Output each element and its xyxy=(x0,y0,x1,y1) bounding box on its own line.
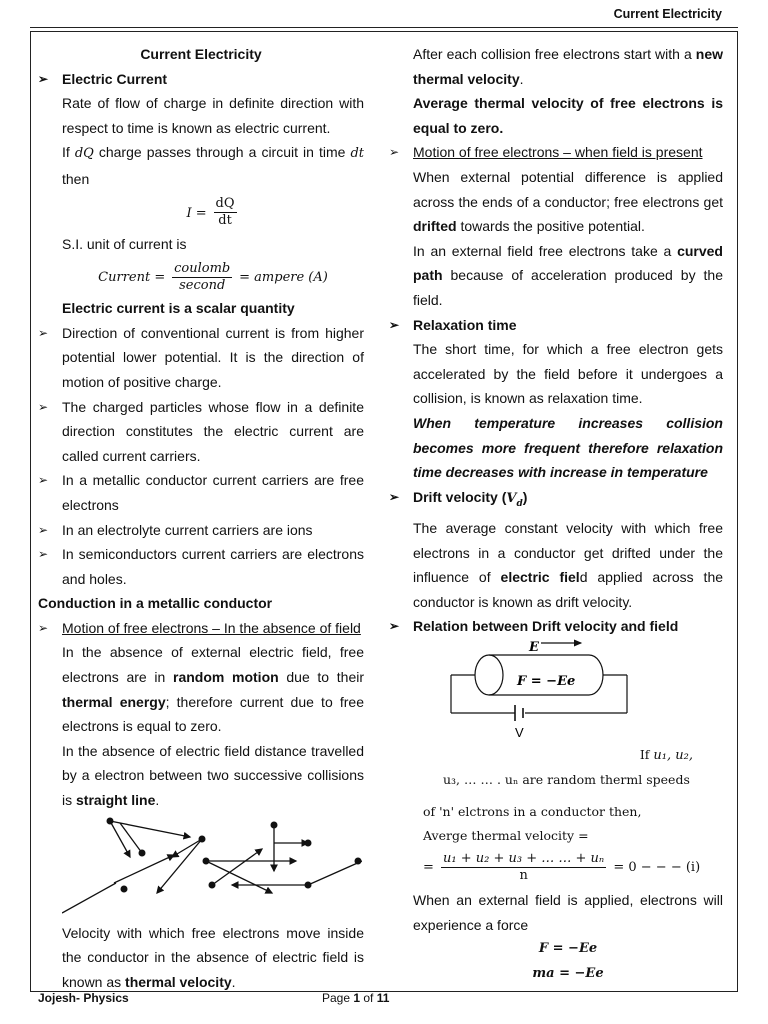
para-if-dq xyxy=(38,140,364,191)
para-si-unit: S.I. unit of current is xyxy=(62,235,187,252)
bullet-carriers: ➢ The charged particles whose flow in a definite direction constitutes the electric current are called current carriers. xyxy=(38,395,364,469)
page-current: 1 xyxy=(353,991,361,1005)
spacer xyxy=(389,792,723,800)
eq-current: Current = xyxy=(98,270,166,286)
page-total: 11 xyxy=(376,991,390,1005)
collision-point xyxy=(305,881,312,888)
text-bold: thermal velocity xyxy=(125,973,232,990)
figure-conductor xyxy=(389,639,723,743)
fraction-dq-dt xyxy=(214,196,237,229)
label-V: V xyxy=(515,725,524,741)
para-drift xyxy=(389,516,723,614)
label-E: E xyxy=(529,640,539,656)
heading-relation: ➢ Relation between Drift velocity and field xyxy=(389,614,723,639)
para-when-applied: When an external field is applied, electrons will experience a force xyxy=(413,892,723,933)
math-dt: dt xyxy=(350,146,365,162)
collision-point xyxy=(305,839,312,846)
left-column xyxy=(38,42,364,994)
path-segment xyxy=(172,839,202,857)
fraction-velocity-sum xyxy=(441,851,606,884)
text: In the absence of external electric field, free electrons are in xyxy=(62,644,364,686)
text: If xyxy=(639,747,650,763)
fraction-denominator: second xyxy=(179,277,226,293)
fraction-denominator: dt xyxy=(218,213,232,229)
text-bold: electric fiel xyxy=(500,569,580,586)
para-avg-thermal: Averge thermal velocity = xyxy=(423,828,589,844)
text-bold: new thermal velocity xyxy=(413,46,724,87)
text: towards the positive potential. xyxy=(460,218,645,235)
footer-page-number xyxy=(322,991,389,1005)
math-v: V xyxy=(506,490,517,506)
para-short-time: The short time, for which a free electron gets accelerated by the field before it undergoes a collision, is known as relaxation time. xyxy=(413,341,723,407)
text: charge passes through a circuit in time xyxy=(98,144,346,161)
heading-drift xyxy=(389,485,723,516)
text-bold: curved path xyxy=(413,242,723,284)
page-title: Current Electricity xyxy=(140,46,262,62)
path-segment xyxy=(62,883,116,913)
text: d applied across the conductor is known as drift velocity. xyxy=(413,569,724,610)
para-if-speeds xyxy=(389,743,723,768)
fraction-numerator: coulomb xyxy=(174,260,231,276)
text-bold: thermal energy xyxy=(62,693,166,710)
math-sub-d: d xyxy=(516,498,523,509)
para-after-collision xyxy=(389,42,723,91)
collision-point xyxy=(107,817,114,824)
path-segment xyxy=(157,839,202,893)
eq-I: I = xyxy=(186,205,207,221)
footer-author: Jojesh- Physics xyxy=(38,991,129,1005)
math-dq: dQ xyxy=(74,146,94,162)
conductor-circuit-diagram xyxy=(389,639,723,743)
collision-point xyxy=(121,885,128,892)
para-average-zero: Average thermal velocity of free electrons is equal to zero. xyxy=(413,95,723,136)
heading-conduction: Conduction in a metallic conductor xyxy=(38,595,273,612)
eq-lhs: = xyxy=(423,860,434,876)
bullet-electrolyte: ➢ In an electrolyte current carriers are ions xyxy=(38,518,364,543)
text: because of acceleration produced by the field. xyxy=(413,267,723,308)
fraction-denominator: n xyxy=(519,868,528,884)
path-segment xyxy=(114,855,174,883)
figure-random-motion xyxy=(38,813,364,921)
bullet-direction: ➢ Direction of conventional current is from higher potential lower potential. It is the direction of motion of positive charge. xyxy=(38,321,364,395)
header-divider xyxy=(30,27,738,28)
path-segment xyxy=(110,821,190,837)
text: After each collision free electrons start with a xyxy=(413,46,692,62)
heading-relaxation: ➢ Relaxation time xyxy=(389,313,723,338)
collision-point xyxy=(209,881,216,888)
bullet-semiconductors: ➢ In semiconductors current carriers are electrons and holes. xyxy=(38,542,364,591)
fraction-numerator: u₁ + u₂ + u₃ + … … + uₙ xyxy=(443,851,605,867)
label-F: F = −Ee xyxy=(517,674,576,690)
page-of: of xyxy=(360,991,377,1005)
bullet-motion-present: ➢ Motion of free electrons – when field is present xyxy=(389,140,723,165)
fraction-coulomb-second xyxy=(172,261,232,294)
collision-point xyxy=(355,857,362,864)
text: When external potential difference is applied across the ends of a conductor; free electrons get xyxy=(413,168,723,210)
text-bold: random motion xyxy=(173,669,279,686)
text: . xyxy=(155,792,160,809)
text: ) xyxy=(522,488,528,505)
eq-rhs: = 0 − − − (i) xyxy=(613,860,701,876)
conductor-end xyxy=(475,655,503,695)
collision-point xyxy=(203,857,210,864)
para-external xyxy=(389,165,723,239)
bullet-motion-absence: ➢ Motion of free electrons – In the absence of field xyxy=(38,616,364,641)
text: The average constant velocity with which free electrons in a conductor get drifted under the influence of xyxy=(413,520,723,586)
text: In an external field free electrons take a xyxy=(413,242,672,259)
eq-ampere: = ampere (A) xyxy=(239,270,328,286)
random-motion-diagram xyxy=(62,813,362,917)
para-thermal-velocity xyxy=(38,921,364,995)
equation-current xyxy=(38,192,364,232)
path-segment xyxy=(110,821,130,857)
text: ; therefore current due to free electrons is equal to zero. xyxy=(62,693,364,735)
text: . xyxy=(231,973,236,990)
heading-electric-current: ➢ Electric Current xyxy=(38,67,364,92)
text: due to their xyxy=(286,669,365,686)
collision-point xyxy=(199,835,206,842)
right-column xyxy=(389,42,723,986)
bullet-metallic: ➢ In a metallic conductor current carriers are free electrons xyxy=(38,468,364,517)
equation-ma: ma = −Ee xyxy=(532,965,604,981)
header-title: Current Electricity xyxy=(613,7,722,21)
math-speeds-1: u₁, u₂, xyxy=(653,748,693,764)
page-prefix: Page xyxy=(322,991,354,1005)
text: Velocity with which free electrons move inside the conductor in the absence of electric field is known as xyxy=(62,924,364,990)
equation-avg-velocity xyxy=(389,848,723,888)
equation-force: F = −Ee xyxy=(538,941,598,957)
fraction-numerator: dQ xyxy=(215,196,235,212)
equation-si-unit xyxy=(38,256,364,296)
para-temperature: When temperature increases collision becomes more frequent therefore relaxation time decreases with increase in temperature xyxy=(413,414,723,481)
para-absence-1 xyxy=(38,640,364,738)
text: . xyxy=(519,70,524,87)
para-rate: Rate of flow of charge in definite direction with respect to time is known as electric current. xyxy=(62,95,364,136)
text-bold: drifted xyxy=(413,218,457,235)
collision-point xyxy=(139,849,146,856)
text: In the absence of electric field distance travelled by a electron between two successive collisions is xyxy=(62,742,364,809)
path-segment xyxy=(308,861,362,885)
para-scalar: Electric current is a scalar quantity xyxy=(62,300,295,317)
collision-point xyxy=(271,821,278,828)
path-segment xyxy=(120,823,142,853)
text-bold: straight line xyxy=(76,792,156,809)
text: If xyxy=(62,144,70,161)
para-of-n: of 'n' elctrons in a conductor then, xyxy=(423,804,642,820)
para-speeds-2: u₃, … … . uₙ are random therml speeds xyxy=(443,772,690,788)
para-curved xyxy=(389,239,723,313)
para-absence-2 xyxy=(38,739,364,813)
text: Drift velocity ( xyxy=(413,488,507,505)
text: then xyxy=(62,170,90,187)
